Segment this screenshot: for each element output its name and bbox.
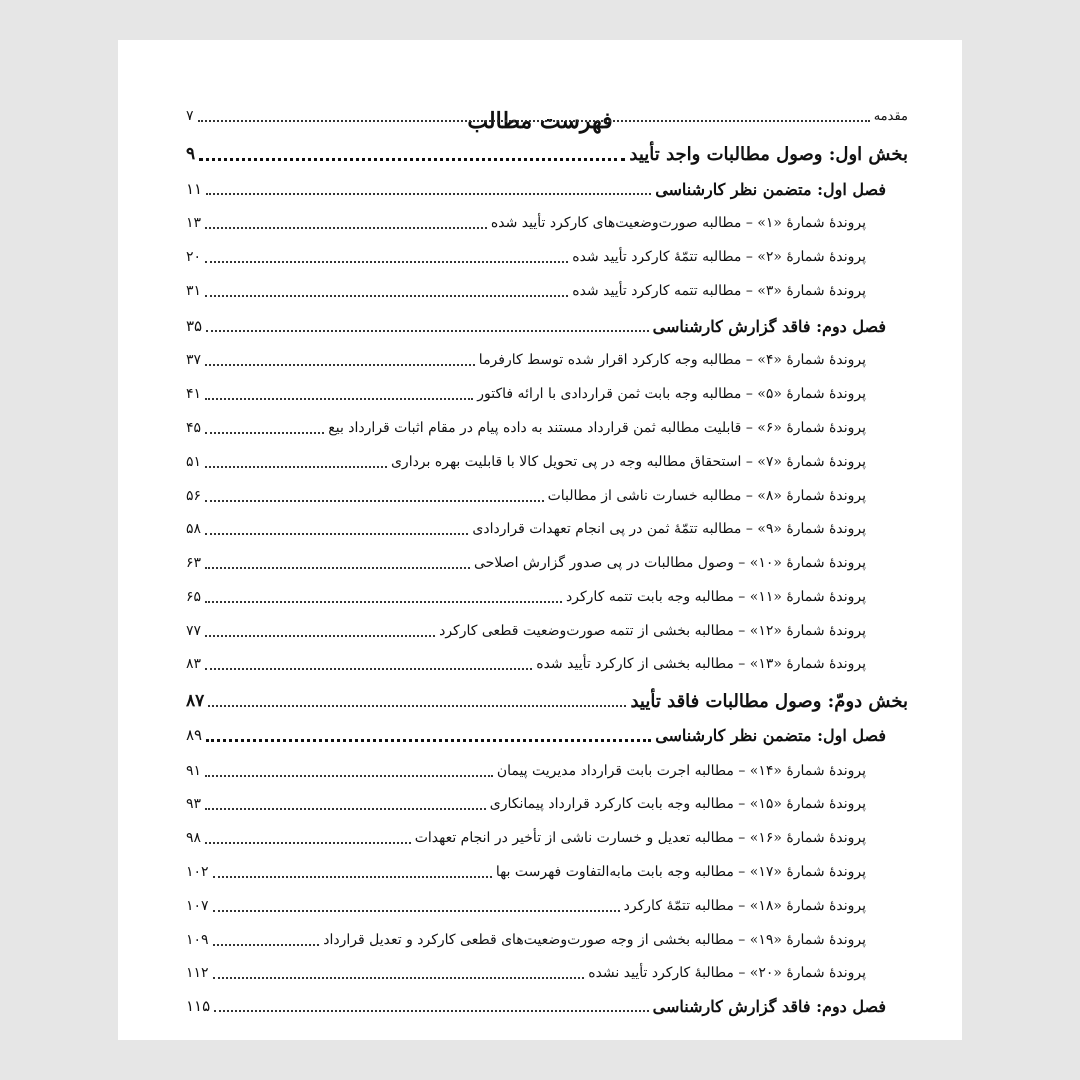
dot-leader bbox=[205, 261, 568, 263]
toc-entry-chapter[interactable] bbox=[186, 991, 886, 1021]
dot-leader bbox=[206, 193, 651, 195]
toc-page-number: ۱۱۲ bbox=[186, 965, 209, 981]
toc-page-number: ۶۵ bbox=[186, 589, 202, 605]
toc-entry-chapter[interactable] bbox=[186, 174, 886, 204]
toc-entry-chapter[interactable] bbox=[186, 720, 886, 750]
toc-entry-case[interactable] bbox=[186, 413, 866, 443]
page-title: فهرست مطالب bbox=[467, 108, 613, 134]
toc-page-number: ۹۱ bbox=[186, 763, 202, 779]
dot-leader bbox=[205, 808, 486, 810]
toc-entry-case[interactable] bbox=[186, 756, 866, 786]
dot-leader bbox=[198, 120, 870, 122]
toc-entry-label: پروندهٔ شمارهٔ «۵» – مطالبه وجه بابت ثمن قراردادی با ارائه فاکتور bbox=[477, 386, 866, 402]
toc-page-number: ۳۷ bbox=[186, 352, 202, 368]
dot-leader bbox=[205, 533, 468, 535]
toc-entry-label: پروندهٔ شمارهٔ «۱۲» – مطالبه بخشی از تتمه صورت‌وضعیت قطعی کارکرد bbox=[439, 623, 866, 639]
toc-entry-label: بخش اول: وصول مطالبات واجد تأیید bbox=[629, 143, 908, 165]
dot-leader bbox=[205, 466, 387, 468]
dot-leader bbox=[205, 775, 493, 777]
toc-entry-label: پروندهٔ شمارهٔ «۴» – مطالبه وجه کارکرد اقرار شده توسط کارفرما bbox=[478, 352, 866, 368]
toc-entry-label: پروندهٔ شمارهٔ «۹» – مطالبه تتمّهٔ ثمن در پی انجام تعهدات قراردادی bbox=[472, 521, 866, 537]
toc-entry-label: پروندهٔ شمارهٔ «۱۹» – مطالبه بخشی از وجه صورت‌وضعیت‌های قطعی کارکرد و تعدیل قرارداد bbox=[323, 932, 866, 948]
toc-entry-introduction[interactable] bbox=[186, 101, 908, 131]
toc-entry-label: پروندهٔ شمارهٔ «۱۰» – وصول مطالبات در پی صدور گزارش اصلاحی bbox=[474, 555, 866, 571]
toc-entry-label: بخش دومّ: وصول مطالبات فاقد تأیید bbox=[630, 690, 908, 712]
toc-page-number: ۵۶ bbox=[186, 488, 202, 504]
toc-entry-part[interactable] bbox=[186, 139, 908, 169]
toc-page-number: ۶۳ bbox=[186, 555, 202, 571]
dot-leader bbox=[205, 295, 568, 297]
toc-page-number: ۹۳ bbox=[186, 796, 202, 812]
dot-leader bbox=[205, 364, 475, 366]
toc-page-number: ۵۸ bbox=[186, 521, 202, 537]
toc-entry-case[interactable] bbox=[186, 789, 866, 819]
dot-leader bbox=[205, 601, 562, 603]
dot-leader bbox=[213, 977, 585, 979]
toc-page-number: ۱۱۵ bbox=[186, 997, 211, 1015]
toc-page-number: ۳۵ bbox=[186, 317, 203, 335]
toc-entry-label: پروندهٔ شمارهٔ «۱۳» – مطالبه بخشی از کارکرد تأیید شده bbox=[536, 656, 866, 672]
toc-page-number: ۷۷ bbox=[186, 623, 202, 639]
toc-page-number: ۱۱ bbox=[186, 180, 203, 198]
toc-page-number: ۱۰۷ bbox=[186, 898, 209, 914]
toc-entry-case[interactable] bbox=[186, 958, 866, 988]
dot-leader bbox=[205, 227, 487, 229]
dot-leader bbox=[205, 500, 544, 502]
dot-leader bbox=[213, 910, 620, 912]
toc-entry-case[interactable] bbox=[186, 447, 866, 477]
toc-entry-case[interactable] bbox=[186, 582, 866, 612]
dot-leader bbox=[205, 668, 532, 670]
toc-entry-case[interactable] bbox=[186, 345, 866, 375]
toc-entry-label: پروندهٔ شمارهٔ «۶» – قابلیت مطالبه ثمن قرارداد مستند به داده پیام در مقام اثبات قرارداد بیع bbox=[328, 420, 866, 436]
toc-entry-case[interactable] bbox=[186, 208, 866, 238]
toc-page-number: ۱۰۲ bbox=[186, 864, 209, 880]
toc-page-number: ۴۵ bbox=[186, 420, 202, 436]
toc-entry-label: پروندهٔ شمارهٔ «۱۷» – مطالبه وجه بابت مابه‌التفاوت فهرست بها bbox=[495, 864, 866, 880]
toc-entry-label: فصل دوم: فاقد گزارش کارشناسی bbox=[652, 996, 886, 1016]
dot-leader bbox=[205, 842, 411, 844]
toc-page-number: ۳۱ bbox=[186, 283, 202, 299]
toc-entry-case[interactable] bbox=[186, 823, 866, 853]
toc-page-number: ۸۳ bbox=[186, 656, 202, 672]
toc-page-number: ۲۰ bbox=[186, 249, 202, 265]
toc-page-number: ۴۱ bbox=[186, 386, 202, 402]
toc-entry-label: پروندهٔ شمارهٔ «۱۶» – مطالبه تعدیل و خسارت ناشی از تأخیر در انجام تعهدات bbox=[414, 830, 866, 846]
toc-entry-label: فصل اول: متضمن نظر کارشناسی bbox=[655, 179, 886, 199]
dot-leader bbox=[199, 158, 625, 161]
toc-page-number: ۷ bbox=[186, 108, 194, 124]
toc-entry-label: مقدمه bbox=[873, 108, 908, 124]
toc-entry-case[interactable] bbox=[186, 276, 866, 306]
toc-entry-case[interactable] bbox=[186, 242, 866, 272]
toc-page-number: ۸۷ bbox=[186, 691, 205, 711]
toc-page-number: ۹ bbox=[186, 144, 196, 164]
toc-entry-label: پروندهٔ شمارهٔ «۸» – مطالبه خسارت ناشی از مطالبات bbox=[547, 488, 866, 504]
toc-entry-label: پروندهٔ شمارهٔ «۲» – مطالبه تتمّهٔ کارکرد تأیید شده bbox=[572, 249, 866, 265]
dot-leader bbox=[206, 330, 649, 332]
dot-leader bbox=[214, 1010, 648, 1012]
toc-entry-label: پروندهٔ شمارهٔ «۱۱» – مطالبه وجه بابت تتمه کارکرد bbox=[566, 589, 866, 605]
toc-entry-case[interactable] bbox=[186, 857, 866, 887]
toc-entry-label: پروندهٔ شمارهٔ «۱۴» – مطالبه اجرت بابت قرارداد مدیریت پیمان bbox=[496, 763, 866, 779]
toc-entry-case[interactable] bbox=[186, 514, 866, 544]
dot-leader bbox=[205, 432, 324, 434]
dot-leader bbox=[206, 739, 651, 742]
toc-page-number: ۱۰۹ bbox=[186, 932, 209, 948]
toc-entry-label: فصل اول: متضمن نظر کارشناسی bbox=[655, 725, 886, 745]
dot-leader bbox=[205, 635, 435, 637]
toc-entry-case[interactable] bbox=[186, 891, 866, 921]
toc-entry-label: پروندهٔ شمارهٔ «۷» – استحقاق مطالبه وجه در پی تحویل کالا با قابلیت بهره برداری bbox=[390, 454, 866, 470]
dot-leader bbox=[213, 944, 320, 946]
toc-entry-label: پروندهٔ شمارهٔ «۲۰» – مطالبهٔ کارکرد تأیید نشده bbox=[588, 965, 866, 981]
toc-entry-label: فصل دوم: فاقد گزارش کارشناسی bbox=[652, 316, 886, 336]
dot-leader bbox=[208, 705, 626, 707]
toc-entry-label: پروندهٔ شمارهٔ «۱» – مطالبه صورت‌وضعیت‌های کارکرد تأیید شده bbox=[490, 215, 866, 231]
toc-page-number: ۹۸ bbox=[186, 830, 202, 846]
toc-entry-case[interactable] bbox=[186, 548, 866, 578]
toc-entry-case[interactable] bbox=[186, 379, 866, 409]
toc-entry-case[interactable] bbox=[186, 481, 866, 511]
toc-entry-part[interactable] bbox=[186, 686, 908, 716]
toc-entry-case[interactable] bbox=[186, 925, 866, 955]
toc-page-number: ۱۳ bbox=[186, 215, 202, 231]
dot-leader bbox=[205, 567, 470, 569]
toc-entry-label: پروندهٔ شمارهٔ «۱۵» – مطالبه وجه بابت کارکرد قرارداد پیمانکاری bbox=[489, 796, 866, 812]
toc-page-number: ۸۹ bbox=[186, 726, 203, 744]
toc-entry-label: پروندهٔ شمارهٔ «۱۸» – مطالبه تتمّهٔ کارکرد bbox=[623, 898, 866, 914]
toc-entry-label: پروندهٔ شمارهٔ «۳» – مطالبه تتمه کارکرد تأیید شده bbox=[572, 283, 866, 299]
toc-entry-chapter[interactable] bbox=[186, 311, 886, 341]
dot-leader bbox=[205, 398, 473, 400]
toc-page-number: ۵۱ bbox=[186, 454, 202, 470]
toc-entry-case[interactable] bbox=[186, 649, 866, 679]
toc-entry-case[interactable] bbox=[186, 616, 866, 646]
dot-leader bbox=[213, 876, 492, 878]
